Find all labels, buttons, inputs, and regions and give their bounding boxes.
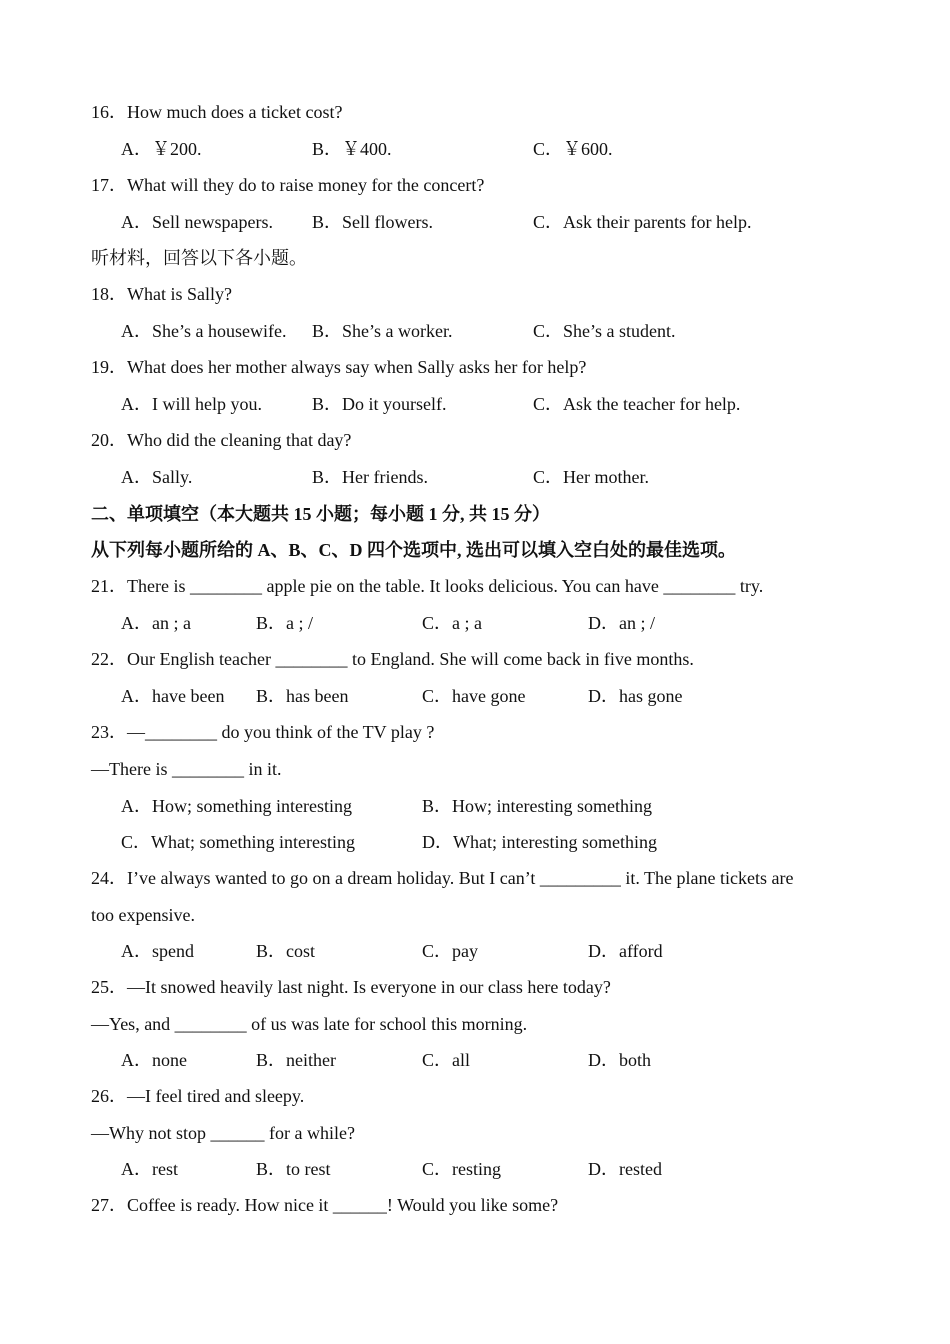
question-19-option-c: C．Ask the teacher for help. <box>533 394 741 414</box>
question-19-option-a: A．I will help you. <box>121 394 262 414</box>
question-16-stem: 16．How much does a ticket cost? <box>91 102 343 122</box>
question-26-option-d: D．rested <box>588 1159 662 1179</box>
question-23-stem: 23．—________ do you think of the TV play ? <box>91 722 435 742</box>
question-23-option-c: C．What; something interesting <box>121 832 355 852</box>
question-22-option-d: D．has gone <box>588 686 683 706</box>
question-24-option-d: D．afford <box>588 941 663 961</box>
question-26-option-c: C．resting <box>422 1159 501 1179</box>
question-19-option-b: B．Do it yourself. <box>312 394 447 414</box>
question-22-option-c: C．have gone <box>422 686 526 706</box>
question-21-option-c: C．a ; a <box>422 613 482 633</box>
question-16-option-b: B．￥400. <box>312 139 392 159</box>
question-26-option-b: B．to rest <box>256 1159 331 1179</box>
question-16-option-c: C．￥600. <box>533 139 613 159</box>
question-18-stem: 18．What is Sally? <box>91 284 232 304</box>
question-20-option-c: C．Her mother. <box>533 467 649 487</box>
section-heading: 二、单项填空（本大题共 15 小题；每小题 1 分, 共 15 分） <box>91 504 550 524</box>
question-22-stem: 22．Our English teacher ________ to England. She will come back in five months. <box>91 649 694 669</box>
question-26-stem-reply: —Why not stop ______ for a while? <box>91 1123 355 1143</box>
question-25-option-b: B．neither <box>256 1050 336 1070</box>
listening-instruction: 听材料，回答以下各小题。 <box>91 248 307 268</box>
question-22-option-b: B．has been <box>256 686 349 706</box>
question-22-option-a: A．have been <box>121 686 225 706</box>
question-20-stem: 20．Who did the cleaning that day? <box>91 430 352 450</box>
question-25-stem-reply: —Yes, and ________ of us was late for school this morning. <box>91 1014 528 1034</box>
question-17-option-b: B．Sell flowers. <box>312 212 433 232</box>
question-17-option-a: A．Sell newspapers. <box>121 212 273 232</box>
question-17-option-c: C．Ask their parents for help. <box>533 212 752 232</box>
question-21-option-b: B．a ; / <box>256 613 313 633</box>
section-instruction: 从下列每小题所给的 A、B、C、D 四个选项中, 选出可以填入空白处的最佳选项。 <box>91 540 736 560</box>
question-18-option-b: B．She’s a worker. <box>312 321 453 341</box>
question-24-stem: 24．I’ve always wanted to go on a dream holiday. But I can’t _________ it. The plane tickets are <box>91 868 794 888</box>
question-20-option-a: A．Sally. <box>121 467 193 487</box>
question-26-option-a: A．rest <box>121 1159 178 1179</box>
question-26-stem: 26．—I feel tired and sleepy. <box>91 1086 305 1106</box>
question-21-option-a: A．an ; a <box>121 613 191 633</box>
question-24-option-c: C．pay <box>422 941 478 961</box>
question-24-option-a: A．spend <box>121 941 194 961</box>
question-18-option-c: C．She’s a student. <box>533 321 676 341</box>
question-19-stem: 19．What does her mother always say when Sally asks her for help? <box>91 357 587 377</box>
question-25-option-c: C．all <box>422 1050 470 1070</box>
question-23-option-b: B．How; interesting something <box>422 796 652 816</box>
question-24-stem-continued: too expensive. <box>91 905 195 925</box>
question-27-stem: 27．Coffee is ready. How nice it ______! Would you like some? <box>91 1195 559 1215</box>
question-20-option-b: B．Her friends. <box>312 467 428 487</box>
question-21-stem: 21．There is ________ apple pie on the table. It looks delicious. You can have ________ try. <box>91 576 764 596</box>
question-25-stem: 25．—It snowed heavily last night. Is everyone in our class here today? <box>91 977 611 997</box>
question-23-stem-reply: —There is ________ in it. <box>91 759 282 779</box>
question-17-stem: 17．What will they do to raise money for the concert? <box>91 175 485 195</box>
question-24-option-b: B．cost <box>256 941 316 961</box>
question-16-option-a: A．￥200. <box>121 139 202 159</box>
question-23-option-d: D．What; interesting something <box>422 832 657 852</box>
question-25-option-a: A．none <box>121 1050 187 1070</box>
question-23-option-a: A．How; something interesting <box>121 796 352 816</box>
question-25-option-d: D．both <box>588 1050 651 1070</box>
question-18-option-a: A．She’s a housewife. <box>121 321 287 341</box>
question-21-option-d: D．an ; / <box>588 613 655 633</box>
